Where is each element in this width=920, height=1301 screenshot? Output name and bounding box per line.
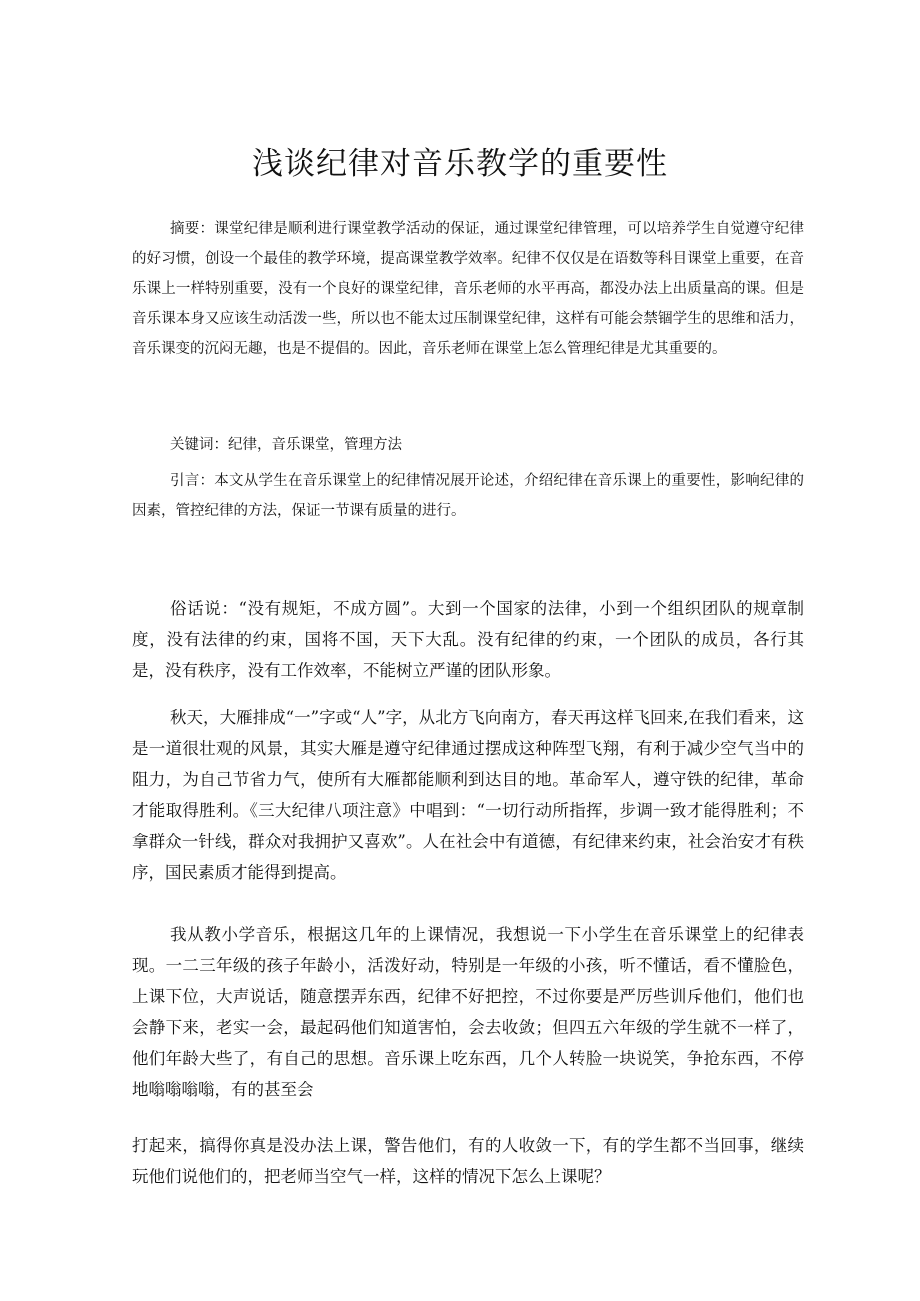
abstract-paragraph: 摘要：课堂纪律是顺利进行课堂教学活动的保证，通过课堂纪律管理，可以培养学生自觉遵守纪律的好习惯，创设一个最佳的教学环境，提高课堂教学效率。纪律不仅仅是在语数等科目课堂上重要，在音乐课上一样特别重要，没有一个良好的课堂纪律，音乐老师的水平再高，都没办法上出质量高的课。但是音乐课本身又应该生动活泼一些，所以也不能太过压制课堂纪律，这样有可能会禁锢学生的思维和活力，音乐课变的沉闷无趣，也是不提倡的。因此，音乐老师在课堂上怎么管理纪律是尤其重要的。 — [132, 221, 804, 357]
body-paragraph: 我从教小学音乐，根据这几年的上课情况，我想说一下小学生在音乐课堂上的纪律表现。一二三年级的孩子年龄小，活泼好动，特别是一年级的小孩，听不懂话，看不懂脸色，上课下位，大声说话，随意摆弄东西，纪律不好把控，不过你要是严厉些训斥他们，他们也会静下来，老实一会，最起码他们知道害怕，会去收敛；但四五六年级的学生就不一样了，他们年龄大些了，有自己的思想。音乐课上吃东西，几个人转脸一块说笑，争抢东西，不停地嗡嗡嗡嗡，有的甚至会 — [132, 925, 804, 1099]
body-paragraph: 秋天，大雁排成“一”字或“人”字，从北方飞向南方，春天再这样飞回来,在我们看来，这是一道很壮观的风景，其实大雁是遵守纪律通过摆成这种阵型飞翔，有利于减少空气当中的阻力，为自己节省力气，使所有大雁都能顺利到达目的地。革命军人，遵守铁的纪律，革命才能取得胜利。《三大纪律八项注意》中唱到：“一切行动所指挥，步调一致才能得胜利；不拿群众一针线，群众对我拥护又喜欢”。人在社会中有道德，有纪律来约束，社会治安才有秩序，国民素质才能得到提高。 — [132, 708, 804, 882]
introduction-paragraph: 引言：本文从学生在音乐课堂上的纪律情况展开论述，介绍纪律在音乐课上的重要性，影响纪律的因素，管控纪律的方法，保证一节课有质量的进行。 — [132, 473, 804, 519]
keywords-line: 关键词：纪律，音乐课堂，管理方法 — [170, 437, 402, 453]
body-paragraph: 俗话说：“没有规矩，不成方圆”。大到一个国家的法律，小到一个组织团队的规章制度，没有法律的约束，国将不国，天下大乱。没有纪律的约束，一个团队的成员，各行其是，没有秩序，没有工作效率，不能树立严谨的团队形象。 — [132, 599, 804, 680]
body-paragraph-continued: 打起来，搞得你真是没办法上课，警告他们，有的人收敛一下，有的学生都不当回事，继续玩他们说他们的，把老师当空气一样，这样的情况下怎么上课呢？ — [132, 1136, 804, 1186]
document-title: 浅谈纪律对音乐教学的重要性 — [252, 146, 668, 182]
